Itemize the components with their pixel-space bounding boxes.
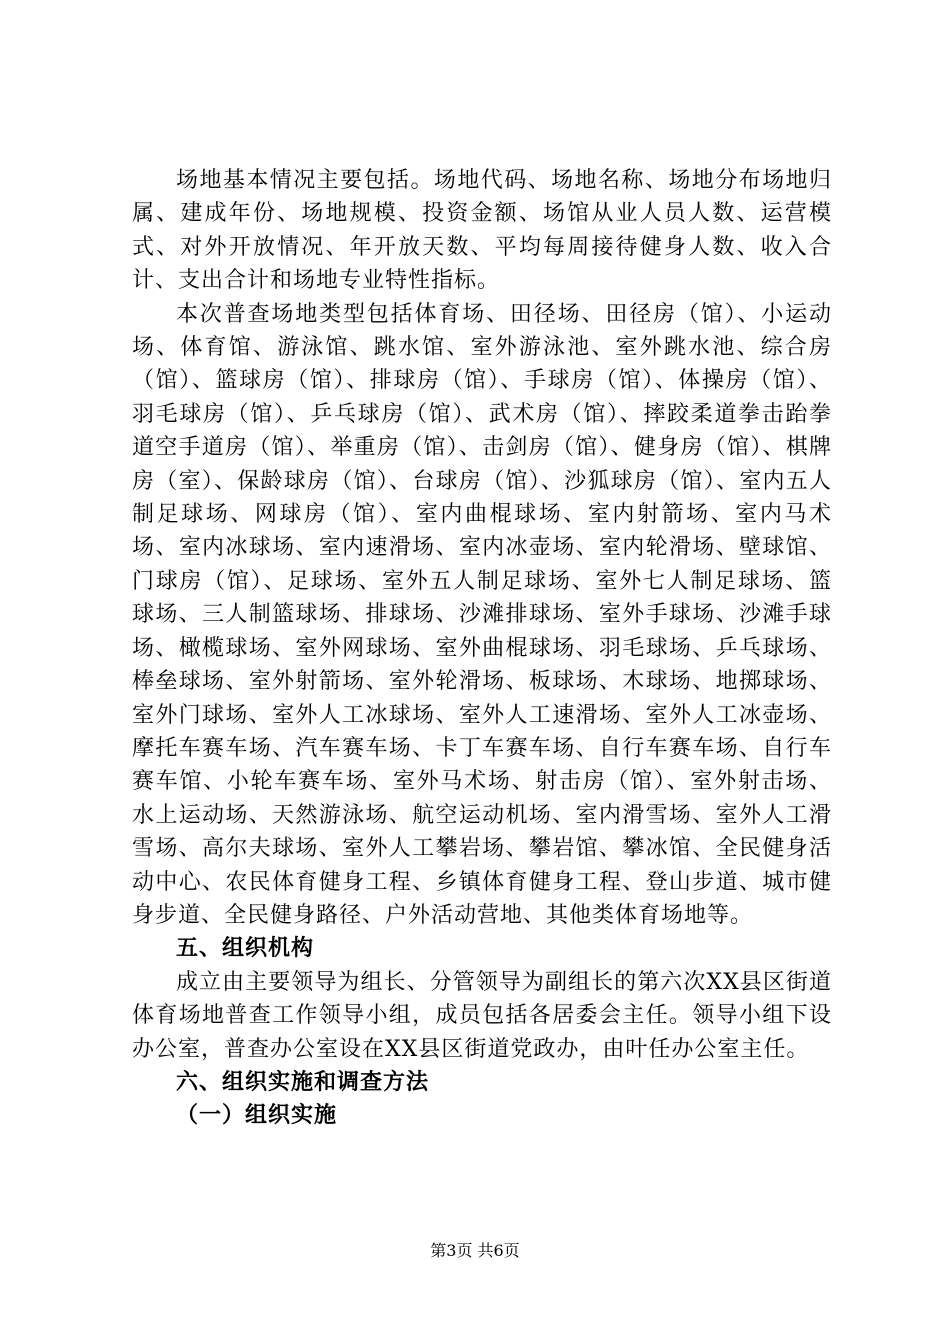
- section-heading-organization: 五、组织机构: [176, 936, 315, 962]
- paragraph-organization: 成立由主要领导为组长、分管领导为副组长的第六次XX县区街道体育场地普查工作领导小组，成员包括各居委会主任。领导小组下设办公室，普查办公室设在XX县区街道党政办，由叶任办公室主任。: [132, 969, 832, 1062]
- section-heading-implementation: 六、组织实施和调查方法: [176, 1069, 430, 1095]
- subsection-heading-implementation: （一）组织实施: [176, 1103, 338, 1129]
- page-number: 第3页 共6页: [430, 1241, 520, 1260]
- document-body: [132, 164, 832, 1133]
- paragraph-venue-basic-info: 场地基本情况主要包括。场地代码、场地名称、场地分布场地归属、建成年份、场地规模、投资金额、场馆从业人员人数、运营模式、对外开放情况、年开放天数、平均每周接待健身人数、收入合计、支出合计和场地专业特性指标。: [132, 168, 832, 294]
- page-footer: [0, 1240, 950, 1262]
- paragraph-venue-types: 本次普查场地类型包括体育场、田径场、田径房（馆）、小运动场、体育馆、游泳馆、跳水馆、室外游泳池、室外跳水池、综合房（馆）、篮球房（馆）、排球房（馆）、手球房（馆）、体操房（馆）、羽毛球房（馆）、乒乓球房（馆）、武术房（馆）、摔跤柔道拳击跆拳道空手道房（馆）、举重房（馆）、击剑房（馆）、健身房（馆）、棋牌房（室）、保龄球房（馆）、台球房（馆）、沙狐球房（馆）、室内五人制足球场、网球房（馆）、室内曲棍球场、室内射箭场、室内马术场、室内冰球场、室内速滑场、室内冰壶场、室内轮滑场、壁球馆、门球房（馆）、足球场、室外五人制足球场、室外七人制足球场、篮球场、三人制篮球场、排球场、沙滩排球场、室外手球场、沙滩手球场、橄榄球场、室外网球场、室外曲棍球场、羽毛球场、乒乓球场、棒垒球场、室外射箭场、室外轮滑场、板球场、木球场、地掷球场、室外门球场、室外人工冰球场、室外人工速滑场、室外人工冰壶场、摩托车赛车场、汽车赛车场、卡丁车赛车场、自行车赛车场、自行车赛车馆、小轮车赛车场、室外马术场、射击房（馆）、室外射击场、水上运动场、天然游泳场、航空运动机场、室内滑雪场、室外人工滑雪场、高尔夫球场、室外人工攀岩场、攀岩馆、攀冰馆、全民健身活动中心、农民体育健身工程、乡镇体育健身工程、登山步道、城市健身步道、全民健身路径、户外活动营地、其他类体育场地等。: [132, 301, 832, 928]
